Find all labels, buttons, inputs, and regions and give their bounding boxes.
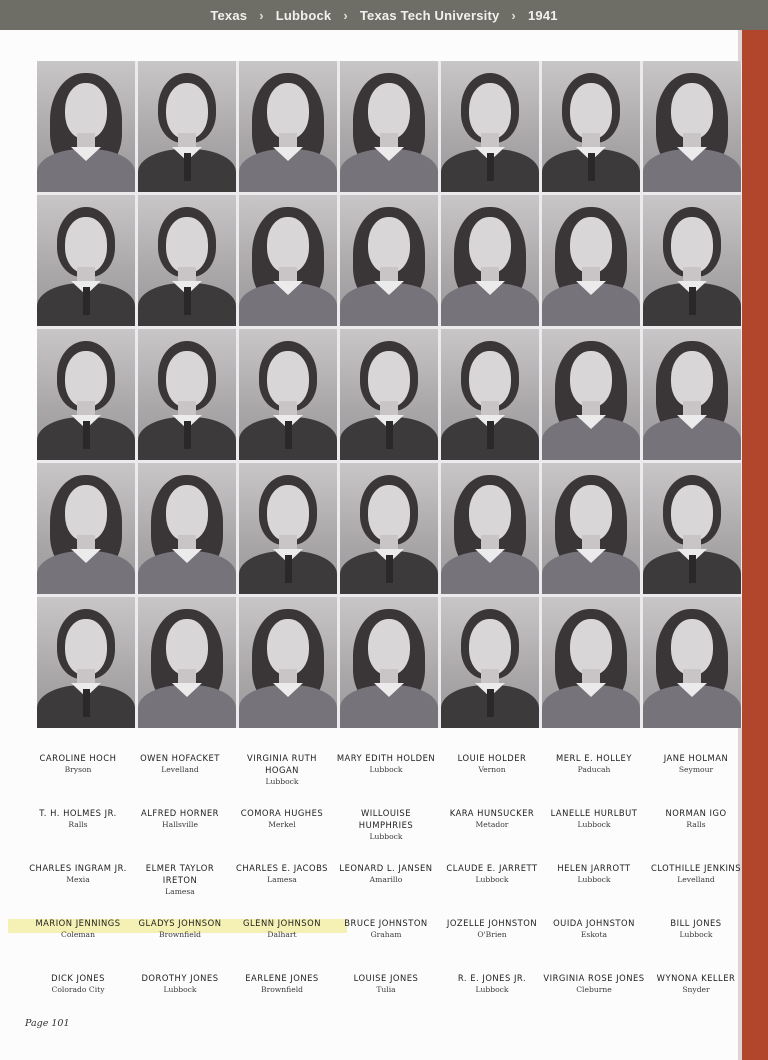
student-hometown: Brownfield xyxy=(158,930,202,939)
student-hometown: Lamesa xyxy=(267,875,297,884)
student-hometown: Cleburne xyxy=(576,985,612,994)
student-entry xyxy=(644,862,748,886)
student-portrait xyxy=(643,597,741,728)
student-name: LOUISE JONES xyxy=(353,973,419,983)
student-portrait xyxy=(542,329,640,460)
student-portrait xyxy=(138,463,236,594)
student-entry xyxy=(542,862,646,886)
portrait-grid xyxy=(37,61,742,728)
student-hometown: Dalhart xyxy=(267,930,297,939)
student-portrait xyxy=(340,463,438,594)
student-entry xyxy=(128,972,232,996)
breadcrumb xyxy=(0,0,768,30)
student-hometown: Bryson xyxy=(64,765,92,774)
student-hometown: Amarillo xyxy=(369,875,403,884)
student-entry xyxy=(128,917,232,941)
student-hometown: Snyder xyxy=(682,985,710,994)
student-entry xyxy=(542,972,646,996)
student-name: BILL JONES xyxy=(670,918,722,928)
student-name: MERL E. HOLLEY xyxy=(556,753,632,763)
student-entry xyxy=(230,807,334,831)
page-number: Page 101 xyxy=(25,1018,70,1029)
student-entry xyxy=(26,972,130,996)
student-name: OUIDA JOHNSTON xyxy=(553,918,635,928)
student-entry xyxy=(230,917,334,941)
student-hometown: Ralls xyxy=(686,820,706,829)
student-entry xyxy=(334,917,438,941)
student-hometown: Seymour xyxy=(678,765,714,774)
student-portrait xyxy=(643,61,741,192)
student-hometown: Metador xyxy=(475,820,509,829)
student-portrait xyxy=(37,195,135,326)
student-entry xyxy=(644,752,748,776)
student-hometown: Lubbock xyxy=(369,765,403,774)
student-entry xyxy=(26,917,130,941)
student-name: CLAUDE E. JARRETT xyxy=(446,863,538,873)
student-portrait xyxy=(542,463,640,594)
student-name: CHARLES INGRAM JR. xyxy=(29,863,127,873)
student-portrait xyxy=(340,597,438,728)
student-entry xyxy=(128,862,232,898)
student-name: OWEN HOFACKET xyxy=(140,753,220,763)
student-hometown: Lubbock xyxy=(369,832,403,841)
student-hometown: Graham xyxy=(370,930,402,939)
student-name: VIRGINIA ROSE JONES xyxy=(543,973,645,983)
student-entry xyxy=(26,862,130,886)
student-entry xyxy=(542,807,646,831)
student-entry xyxy=(334,862,438,886)
student-portrait xyxy=(542,61,640,192)
student-name: DOROTHY JONES xyxy=(141,973,219,983)
student-hometown: Lubbock xyxy=(577,820,611,829)
student-hometown: Paducah xyxy=(577,765,611,774)
student-entry xyxy=(230,972,334,996)
chevron-right-icon: › xyxy=(511,7,516,23)
student-name: VIRGINIA RUTH HOGAN xyxy=(247,753,317,775)
student-portrait xyxy=(643,463,741,594)
student-portrait xyxy=(239,597,337,728)
student-portrait xyxy=(239,61,337,192)
student-hometown: Colorado City xyxy=(51,985,105,994)
breadcrumb-year[interactable]: 1941 xyxy=(527,7,558,23)
student-portrait xyxy=(37,463,135,594)
student-hometown: Tulia xyxy=(376,985,396,994)
student-name: R. E. JONES JR. xyxy=(457,973,527,983)
student-name: KARA HUNSUCKER xyxy=(449,808,535,818)
student-hometown: Lubbock xyxy=(265,777,299,786)
student-name: HELEN JARROTT xyxy=(557,863,631,873)
student-name: GLENN JOHNSON xyxy=(243,918,321,928)
chevron-right-icon: › xyxy=(259,7,264,23)
student-entry xyxy=(26,752,130,776)
student-portrait xyxy=(441,463,539,594)
student-portrait xyxy=(441,597,539,728)
student-portrait xyxy=(239,329,337,460)
book-cover-edge xyxy=(742,30,768,1060)
student-hometown: Vernon xyxy=(478,765,506,774)
student-name: NORMAN IGO xyxy=(665,808,727,818)
student-hometown: Lubbock xyxy=(577,875,611,884)
student-name: LANELLE HURLBUT xyxy=(550,808,638,818)
student-hometown: Lamesa xyxy=(165,887,195,896)
student-portrait xyxy=(542,597,640,728)
student-portrait xyxy=(138,195,236,326)
student-portrait xyxy=(138,329,236,460)
student-name: ALFRED HORNER xyxy=(140,808,220,818)
student-name: JANE HOLMAN xyxy=(663,753,729,763)
breadcrumb-state[interactable]: Texas xyxy=(210,7,248,23)
student-name: CHARLES E. JACOBS xyxy=(235,863,328,873)
student-entry xyxy=(334,972,438,996)
student-portrait xyxy=(37,61,135,192)
student-entry xyxy=(440,752,544,776)
student-name: BRUCE JOHNSTON xyxy=(344,918,428,928)
student-hometown: Lubbock xyxy=(475,985,509,994)
student-hometown: Ralls xyxy=(68,820,88,829)
student-hometown: Coleman xyxy=(61,930,95,939)
student-portrait xyxy=(37,597,135,728)
student-portrait xyxy=(340,61,438,192)
student-name: JOZELLE JOHNSTON xyxy=(446,918,538,928)
student-hometown: Hallsville xyxy=(162,820,198,829)
breadcrumb-school[interactable]: Texas Tech University xyxy=(359,7,500,23)
student-entry xyxy=(440,917,544,941)
student-entry xyxy=(644,807,748,831)
student-portrait xyxy=(138,597,236,728)
student-entry xyxy=(542,752,646,776)
student-entry xyxy=(26,807,130,831)
student-hometown: Eskota xyxy=(580,930,608,939)
student-entry xyxy=(644,972,748,996)
student-portrait xyxy=(340,195,438,326)
student-name: EARLENE JONES xyxy=(245,973,319,983)
student-hometown: Lubbock xyxy=(475,875,509,884)
student-entry xyxy=(128,752,232,776)
student-hometown: Lubbock xyxy=(163,985,197,994)
student-portrait xyxy=(239,463,337,594)
breadcrumb-city[interactable]: Lubbock xyxy=(275,7,332,23)
student-name: WILLOUISE HUMPHRIES xyxy=(358,808,414,830)
student-portrait xyxy=(542,195,640,326)
student-name: GLADYS JOHNSON xyxy=(138,918,222,928)
student-name: COMORA HUGHES xyxy=(240,808,324,818)
student-entry xyxy=(128,807,232,831)
student-hometown: O'Brien xyxy=(477,930,507,939)
student-entry xyxy=(440,862,544,886)
student-entry xyxy=(644,917,748,941)
student-name: CLOTHILLE JENKINS xyxy=(650,863,742,873)
student-hometown: Levelland xyxy=(677,875,715,884)
student-entry xyxy=(440,807,544,831)
student-name: LOUIE HOLDER xyxy=(457,753,527,763)
student-entry xyxy=(334,807,438,843)
student-portrait xyxy=(643,329,741,460)
student-hometown: Brownfield xyxy=(260,985,304,994)
student-hometown: Mexia xyxy=(66,875,90,884)
student-portrait xyxy=(441,61,539,192)
student-entry xyxy=(230,752,334,788)
student-entry xyxy=(542,917,646,941)
student-hometown: Merkel xyxy=(268,820,296,829)
student-portrait xyxy=(138,61,236,192)
student-portrait xyxy=(340,329,438,460)
student-hometown: Levelland xyxy=(161,765,199,774)
student-entry xyxy=(230,862,334,886)
student-name: T. H. HOLMES JR. xyxy=(39,808,117,818)
student-name: LEONARD L. JANSEN xyxy=(339,863,433,873)
student-entry xyxy=(440,972,544,996)
chevron-right-icon: › xyxy=(343,7,348,23)
student-entry xyxy=(334,752,438,776)
student-name: MARY EDITH HOLDEN xyxy=(336,753,436,763)
student-name: DICK JONES xyxy=(51,973,105,983)
student-name: ELMER TAYLOR IRETON xyxy=(145,863,215,885)
student-portrait xyxy=(441,195,539,326)
student-name: WYNONA KELLER xyxy=(656,973,736,983)
student-hometown: Lubbock xyxy=(679,930,713,939)
student-portrait xyxy=(37,329,135,460)
student-name: MARION JENNINGS xyxy=(35,918,121,928)
student-name: CAROLINE HOCH xyxy=(39,753,117,763)
student-portrait xyxy=(239,195,337,326)
student-portrait xyxy=(441,329,539,460)
student-portrait xyxy=(643,195,741,326)
